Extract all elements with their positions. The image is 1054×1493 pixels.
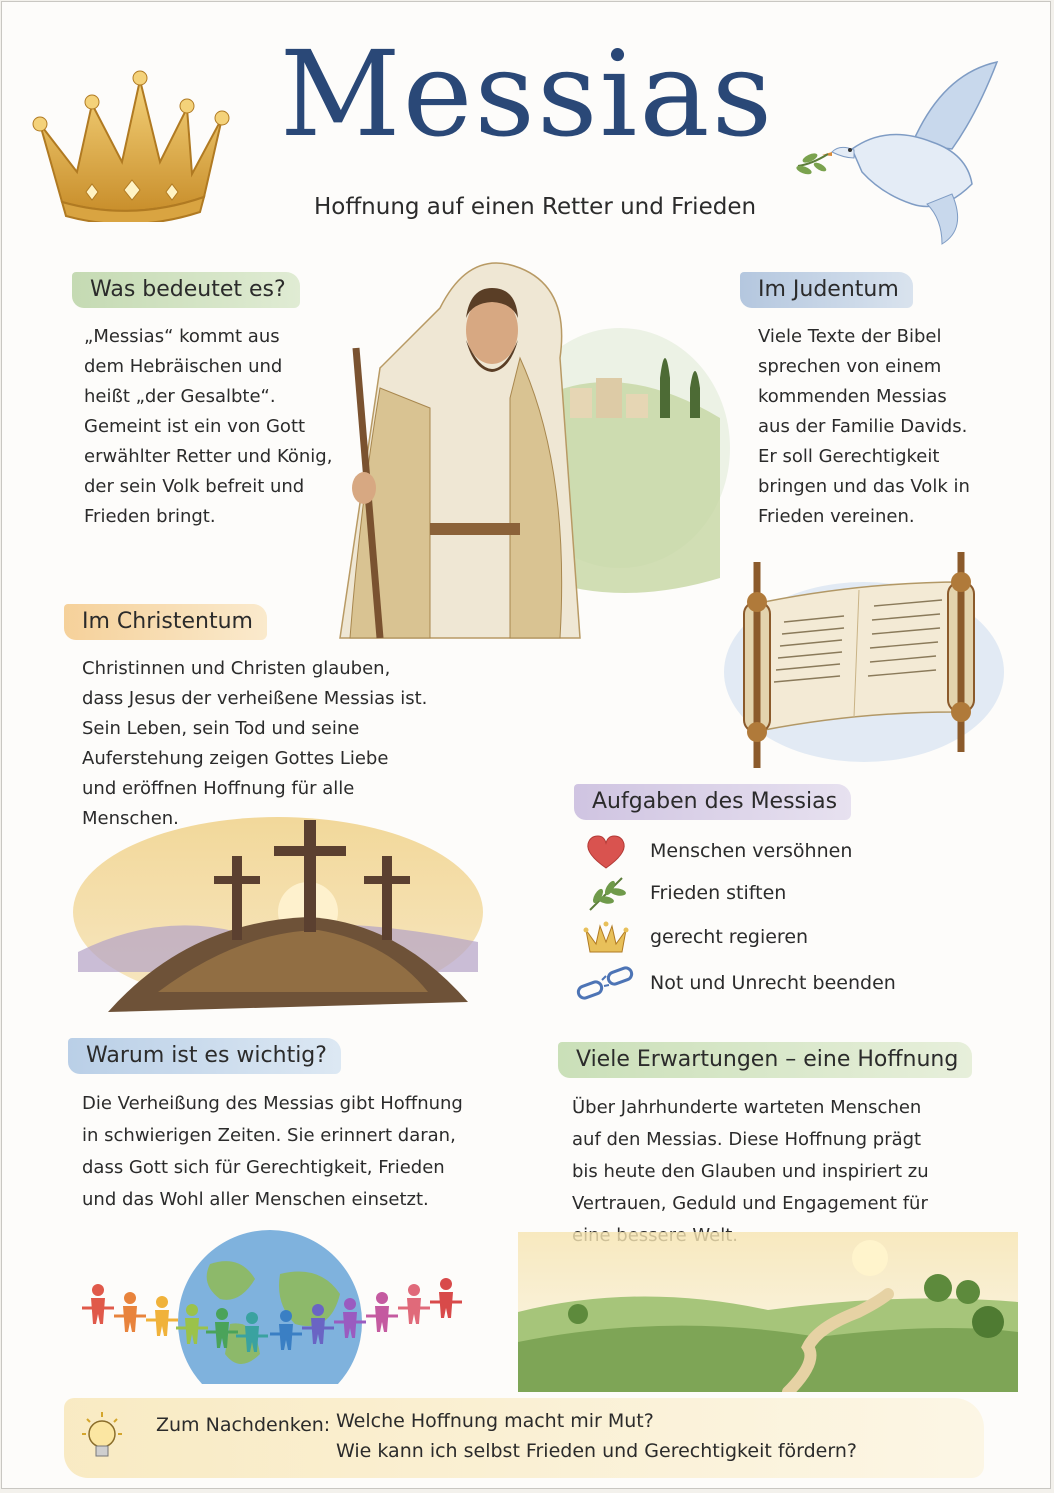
- reflection-question: Welche Hoffnung macht mir Mut?: [336, 1410, 654, 1432]
- task-label: Frieden stiften: [650, 882, 787, 904]
- page-title: Messias: [279, 25, 775, 163]
- person-figure: [398, 1284, 430, 1324]
- text-wichtig: Die Verheißung des Messias gibt Hoffnung in schwierigen Zeiten. Sie erinnert daran, dass Gott sich für Gerechtigkeit, Frieden und das Wohl aller Menschen einsetzt.: [82, 1093, 463, 1210]
- lightbulb-icon: [72, 1408, 132, 1468]
- reflection-label: Zum Nachdenken:: [156, 1414, 331, 1436]
- landscape-illustration: [518, 1232, 1018, 1392]
- list-item: [576, 874, 976, 914]
- text-christentum: Christinnen und Christen glauben, dass Jesus der verheißene Messias ist. Sein Leben, sein Tod und seine Auferstehung zeigen Gottes Liebe und eröffnen Hoffnung für alle Menschen.: [82, 658, 428, 829]
- text-bedeutung: „Messias“ kommt aus dem Hebräischen und heißt „der Gesalbte“. Gemeint ist ein von Gott erwählter Retter und König, der sein Volk befreit und Frieden bringt.: [84, 326, 333, 527]
- heading-bedeutung: Was bedeutet es?: [72, 272, 300, 308]
- heading-erwartungen: Viele Erwartungen – eine Hoffnung: [558, 1042, 972, 1078]
- person-figure: [430, 1278, 462, 1318]
- heading-judentum: Im Judentum: [740, 272, 913, 308]
- list-item: [576, 832, 976, 872]
- globe-people-illustration: [80, 1224, 480, 1384]
- crown-icon: [576, 918, 636, 958]
- person-figure: [82, 1284, 114, 1324]
- dove-illustration: [792, 54, 1002, 249]
- page-subtitle: Hoffnung auf einen Retter und Frieden: [313, 194, 757, 220]
- task-label: Menschen versöhnen: [650, 840, 853, 862]
- jesus-illustration: [320, 248, 730, 648]
- crosses-illustration: [68, 812, 488, 1022]
- heart-icon: [576, 832, 636, 872]
- olive-branch-icon: [576, 874, 636, 914]
- heading-christentum: Im Christentum: [64, 604, 267, 640]
- scroll-illustration: [714, 542, 1004, 772]
- text-judentum: Viele Texte der Bibel sprechen von einem kommenden Messias aus der Familie Davids. Er soll Gerechtigkeit bringen und das Volk in Frieden vereinen.: [758, 326, 970, 527]
- person-figure: [114, 1292, 146, 1332]
- poster: [1, 1, 1051, 1489]
- reflection-question: Wie kann ich selbst Frieden und Gerechtigkeit fördern?: [336, 1440, 857, 1462]
- heading-aufgaben: Aufgaben des Messias: [574, 784, 851, 820]
- aufgaben-list: [576, 832, 996, 1012]
- list-item: [576, 964, 976, 1004]
- task-label: gerecht regieren: [650, 926, 809, 948]
- broken-chain-icon: [576, 964, 636, 1004]
- person-figure: [366, 1292, 398, 1332]
- reflection-box: [64, 1398, 984, 1478]
- task-label: Not und Unrecht beenden: [650, 972, 896, 994]
- person-figure: [146, 1296, 178, 1336]
- text-erwartungen: Über Jahrhunderte warteten Menschen auf den Messias. Diese Hoffnung prägt bis heute den Glauben und inspiriert zu Vertrauen, Geduld und Engagement für: [572, 1097, 929, 1214]
- list-item: [576, 918, 976, 958]
- heading-wichtig: Warum ist es wichtig?: [68, 1038, 341, 1074]
